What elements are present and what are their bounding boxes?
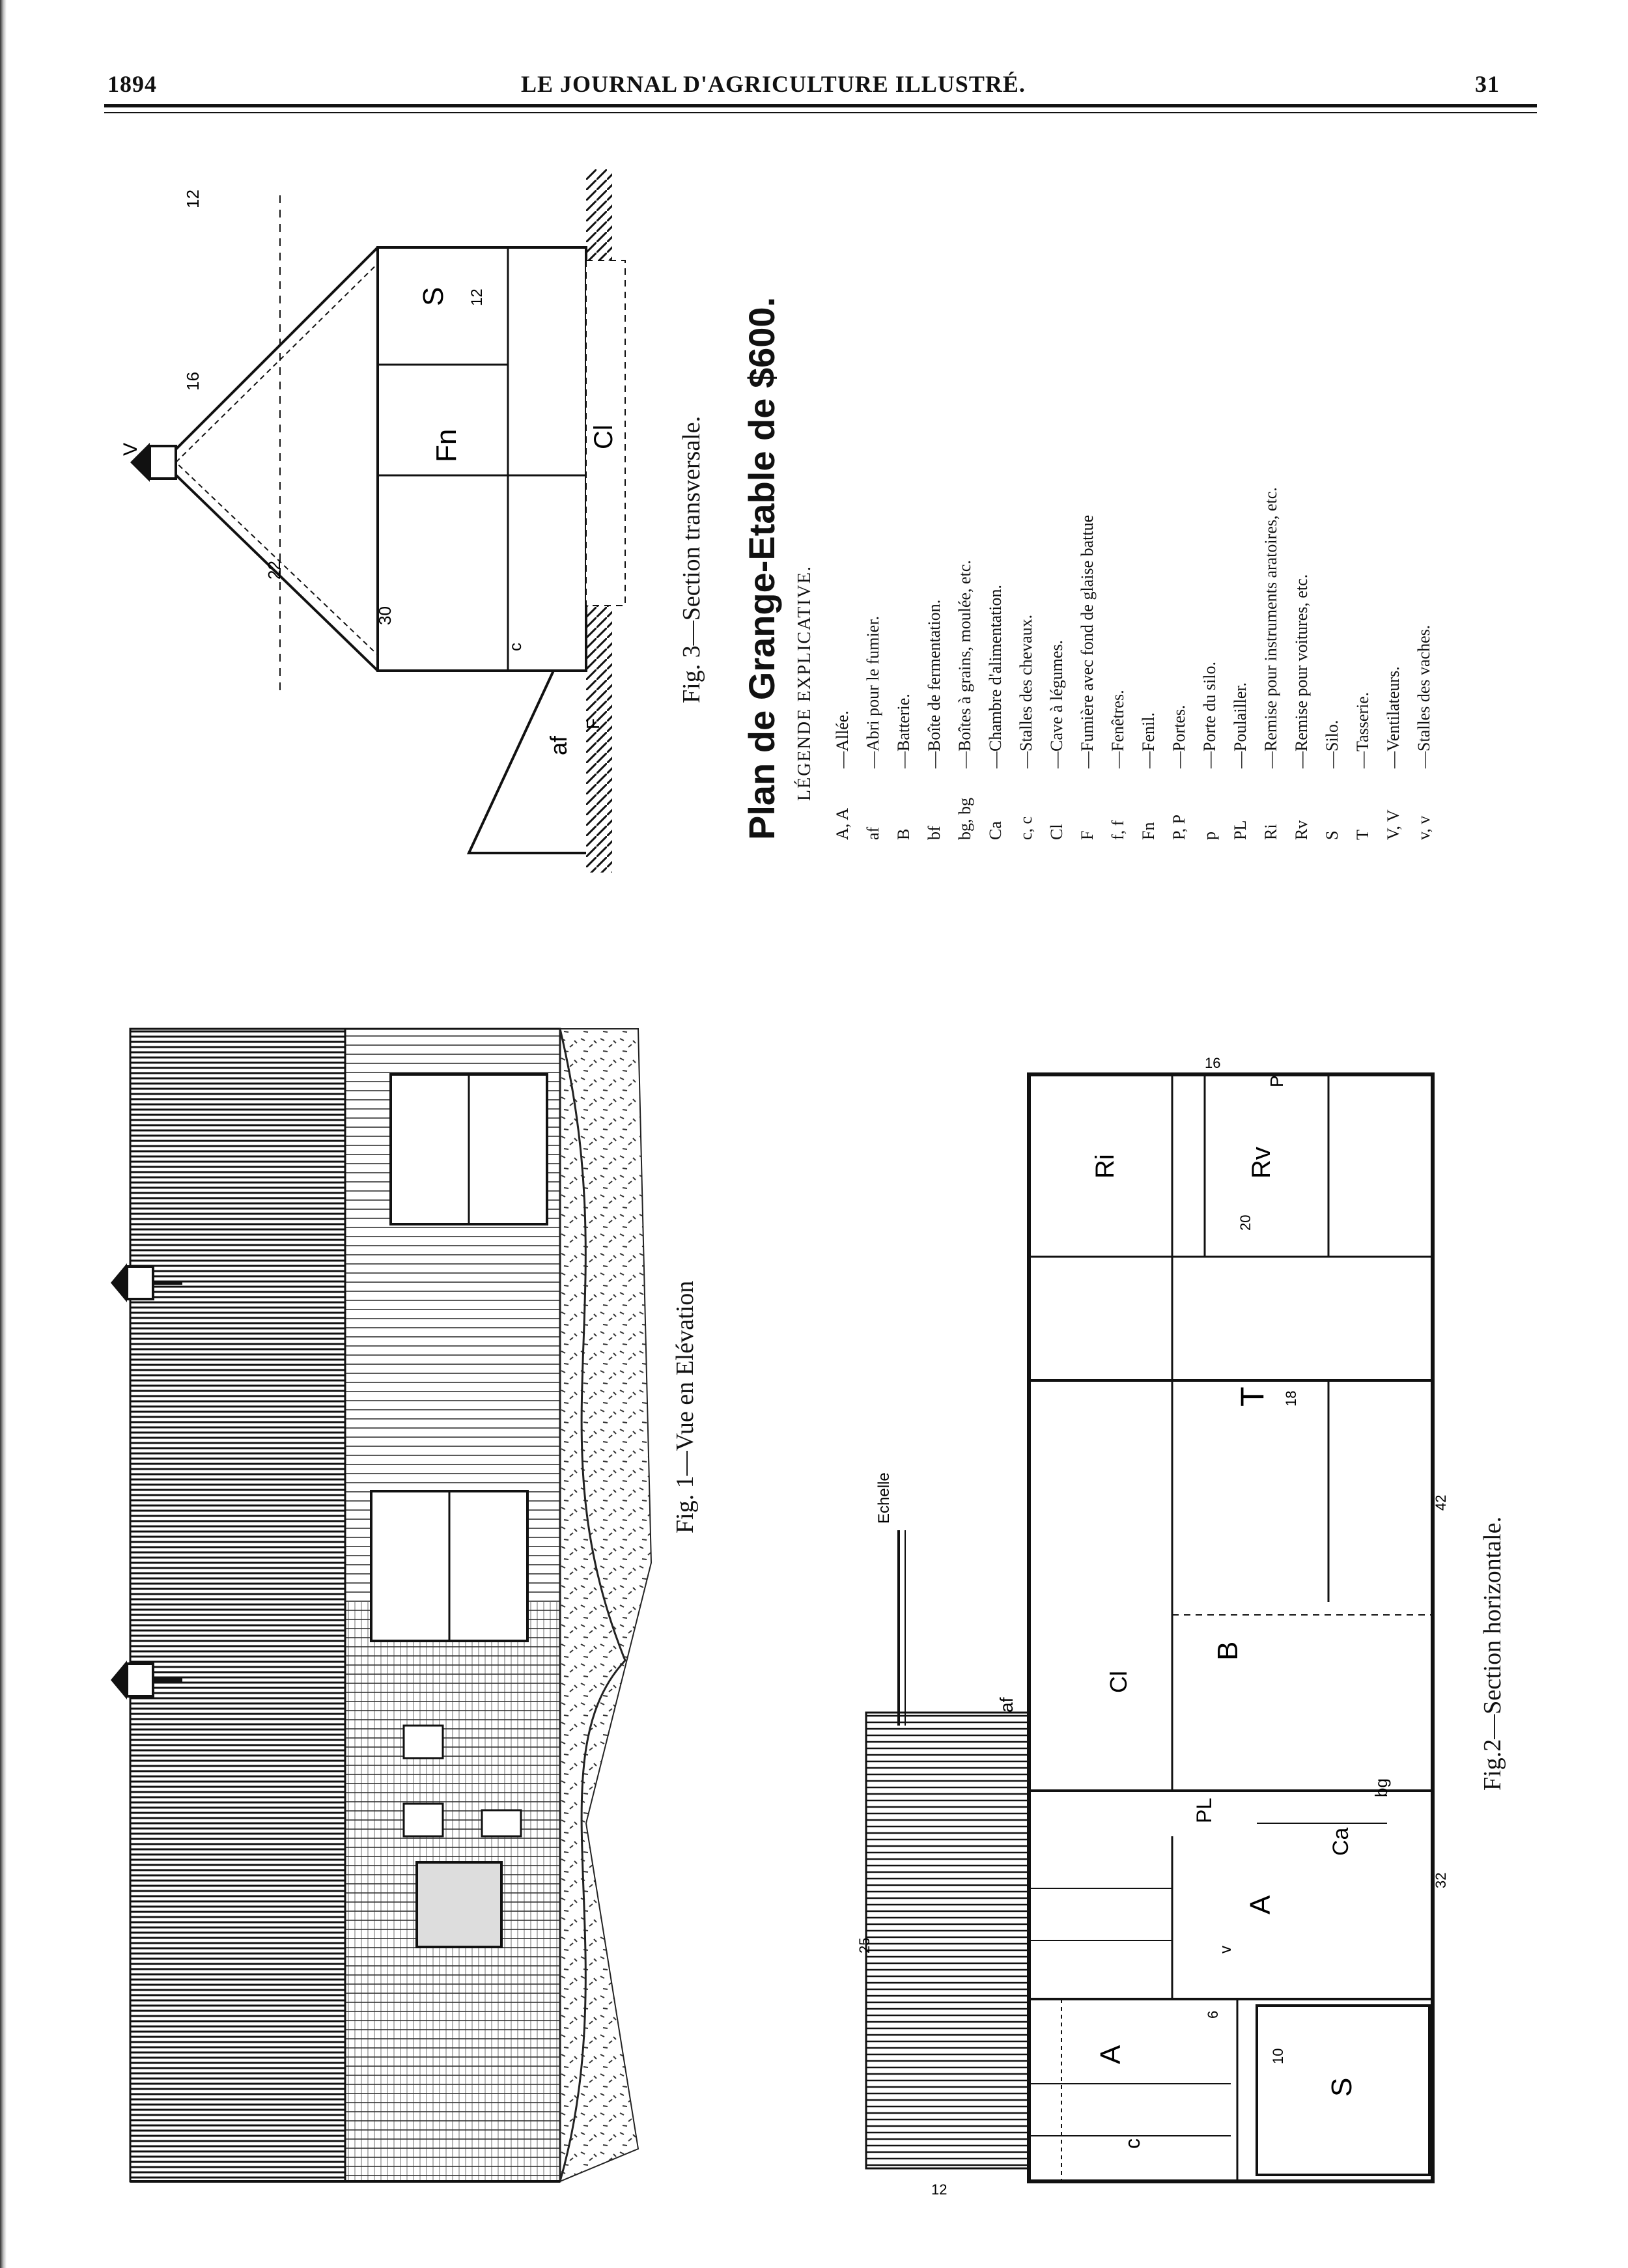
- legend-desc: —Tasserie.: [1353, 692, 1372, 768]
- legend-desc: —Cave à légumes.: [1047, 639, 1066, 768]
- elevation-small-window: [482, 1810, 521, 1836]
- legend-key: T: [1353, 830, 1372, 840]
- legend-key: V, V: [1384, 809, 1403, 840]
- section-dim-12: 12: [183, 189, 203, 208]
- legend-desc: —Allée.: [833, 710, 852, 768]
- elevation-door: [417, 1862, 501, 1947]
- legend-item: [1317, 189, 1347, 840]
- section-label-hayloft: Fn: [430, 428, 462, 462]
- plan-outline: [1029, 1074, 1433, 2181]
- plan-label-mow: T: [1234, 1386, 1270, 1407]
- legend-key: Cl: [1047, 824, 1066, 840]
- legend-key: p: [1200, 832, 1219, 840]
- plan-label-vehicles: Rv: [1247, 1147, 1276, 1179]
- header-rule-thin: [104, 112, 1537, 113]
- legend-key: v, v: [1414, 815, 1433, 840]
- legend-desc: —Fumière avec fond de glaise battue: [1078, 514, 1097, 768]
- legend-key: PL: [1231, 820, 1250, 840]
- section-dim-22: 22: [264, 561, 284, 580]
- legend-desc: —Boîte de fermentation.: [925, 599, 944, 768]
- plan-dim-18: 18: [1283, 1390, 1299, 1407]
- plan-dim-20: 20: [1237, 1214, 1254, 1231]
- legend-desc: —Ventilateurs.: [1384, 666, 1403, 768]
- legend-desc: —Boîtes à grains, moulée, etc.: [955, 560, 974, 768]
- legend-key: P, P: [1170, 814, 1188, 840]
- legend-block: [736, 189, 1439, 840]
- legend-item: [1378, 189, 1409, 840]
- legend-item: [1194, 189, 1225, 840]
- figure-2-plan: [856, 1042, 1452, 2247]
- plan-label-shelter: af: [996, 1697, 1017, 1713]
- legend-item: [1409, 189, 1439, 840]
- legend-item: [1133, 189, 1164, 840]
- legend-desc: —Poulailler.: [1231, 682, 1250, 768]
- section-label-shelter: af: [545, 735, 572, 755]
- header-year: 1894: [107, 71, 157, 97]
- plan-dim-25: 25: [856, 1937, 873, 1953]
- plan-dim-12: 12: [931, 2181, 947, 2198]
- plan-label-feed-room: Ca: [1328, 1827, 1353, 1856]
- legend-item: [1072, 189, 1102, 840]
- section-dim-30: 30: [375, 606, 395, 625]
- legend-key: bf: [925, 826, 944, 840]
- legend-desc: —Abri pour le fumier.: [863, 616, 882, 768]
- legend-item: [1347, 189, 1378, 840]
- legend-desc: —Portes.: [1170, 705, 1188, 768]
- header-rule: [104, 104, 1537, 107]
- section-building: [378, 247, 586, 671]
- plan-label-aisle-2: A: [1244, 1895, 1276, 1914]
- legend-list: [827, 189, 1439, 840]
- plan-title: Plan de Grange-Etable de $600.: [741, 296, 782, 840]
- section-roof: [163, 247, 378, 671]
- page-edge-shadow: [0, 0, 7, 2268]
- legend-key: Ca: [986, 821, 1005, 840]
- plan-label-implements: Ri: [1091, 1154, 1119, 1179]
- legend-desc: —Porte du silo.: [1200, 662, 1219, 768]
- legend-desc: —Fenêtres.: [1108, 690, 1127, 768]
- elevation-roof: [130, 1029, 345, 2181]
- legend-desc: —Remise pour voitures, etc.: [1292, 574, 1311, 768]
- legend-item: [1256, 189, 1286, 840]
- elevation-small-window: [404, 1804, 443, 1836]
- legend-key: A, A: [833, 807, 852, 840]
- plan-label-cellar: Cl: [1105, 1671, 1132, 1693]
- legend-key: Ri: [1261, 824, 1280, 840]
- section-dim-16: 16: [183, 372, 203, 391]
- legend-item: [1164, 189, 1194, 840]
- fig3-caption: Fig. 3—Section transversale.: [678, 415, 705, 703]
- plan-dim-16: 16: [1205, 1055, 1221, 1071]
- section-label-manure-pit: F: [583, 718, 603, 729]
- legend-key: Rv: [1292, 820, 1311, 840]
- section-lean-to: [469, 671, 586, 853]
- section-label-silo: S: [417, 287, 449, 306]
- elevation-small-window: [404, 1726, 443, 1758]
- plan-label-silo: S: [1326, 2077, 1358, 2097]
- legend-item: [1286, 189, 1317, 840]
- legend-desc: —Silo.: [1323, 720, 1341, 768]
- legend-key: f, f: [1108, 820, 1127, 840]
- section-label-stall: c: [505, 643, 525, 651]
- section-label-cellar: Cl: [589, 425, 618, 449]
- legend-desc: —Stalles des vaches.: [1414, 624, 1433, 768]
- legend-item: [858, 189, 888, 840]
- legend-desc: —Stalles des chevaux.: [1017, 614, 1035, 768]
- figure-3-section: [117, 169, 768, 892]
- legend-heading: LÉGENDE EXPLICATIVE.: [794, 565, 815, 801]
- legend-item: [919, 189, 949, 840]
- legend-key: S: [1323, 830, 1341, 840]
- plan-label-grain-bin: bg: [1371, 1778, 1391, 1797]
- figure-1-elevation: [130, 977, 716, 2181]
- plan-dim-32: 32: [1433, 1872, 1449, 1888]
- legend-desc: —Remise pour instruments aratoires, etc.: [1261, 487, 1280, 768]
- legend-item: [1102, 189, 1133, 840]
- plan-scale-label: Echelle: [875, 1472, 893, 1524]
- legend-item: [1041, 189, 1072, 840]
- legend-item: [1225, 189, 1256, 840]
- plan-dim-6: 6: [1205, 2010, 1221, 2019]
- legend-item: [888, 189, 919, 840]
- legend-key: Fn: [1139, 822, 1158, 840]
- fig2-caption: Fig.2—Section horizontale.: [1479, 1516, 1506, 1791]
- plan-label-poultry: PL: [1192, 1797, 1216, 1823]
- plan-label-threshing: B: [1212, 1641, 1244, 1660]
- legend-key: B: [894, 828, 913, 840]
- legend-key: F: [1078, 830, 1097, 840]
- legend-desc: —Chambre d'alimentation.: [986, 585, 1005, 768]
- plan-dim-10: 10: [1270, 2048, 1286, 2064]
- legend-item: [949, 189, 980, 840]
- section-dim-12-silo: 12: [468, 288, 486, 306]
- fig1-caption: Fig. 1—Vue en Elévation: [671, 1280, 699, 1533]
- legend-item: [1011, 189, 1041, 840]
- section-label-ventilator: V: [120, 442, 141, 456]
- plan-label-door: P: [1267, 1075, 1287, 1087]
- header-journal-title: LE JOURNAL D'AGRICULTURE ILLUSTRÉ.: [521, 71, 1026, 97]
- plan-manure-shelter: [866, 1713, 1029, 2168]
- plan-dim-42: 42: [1433, 1494, 1449, 1511]
- legend-key: c, c: [1017, 816, 1035, 840]
- legend-key: af: [863, 826, 882, 840]
- legend-desc: —Batterie.: [894, 693, 913, 768]
- header-page-number: 31: [1475, 71, 1500, 97]
- plan-label-stall: c: [1121, 2138, 1144, 2149]
- legend-item: [827, 189, 858, 840]
- plan-label-cow-stall: v: [1217, 1946, 1235, 1953]
- legend-desc: —Fenil.: [1139, 712, 1158, 768]
- legend-item: [980, 189, 1011, 840]
- legend-key: bg, bg: [955, 798, 974, 840]
- plan-label-aisle: A: [1095, 2045, 1127, 2064]
